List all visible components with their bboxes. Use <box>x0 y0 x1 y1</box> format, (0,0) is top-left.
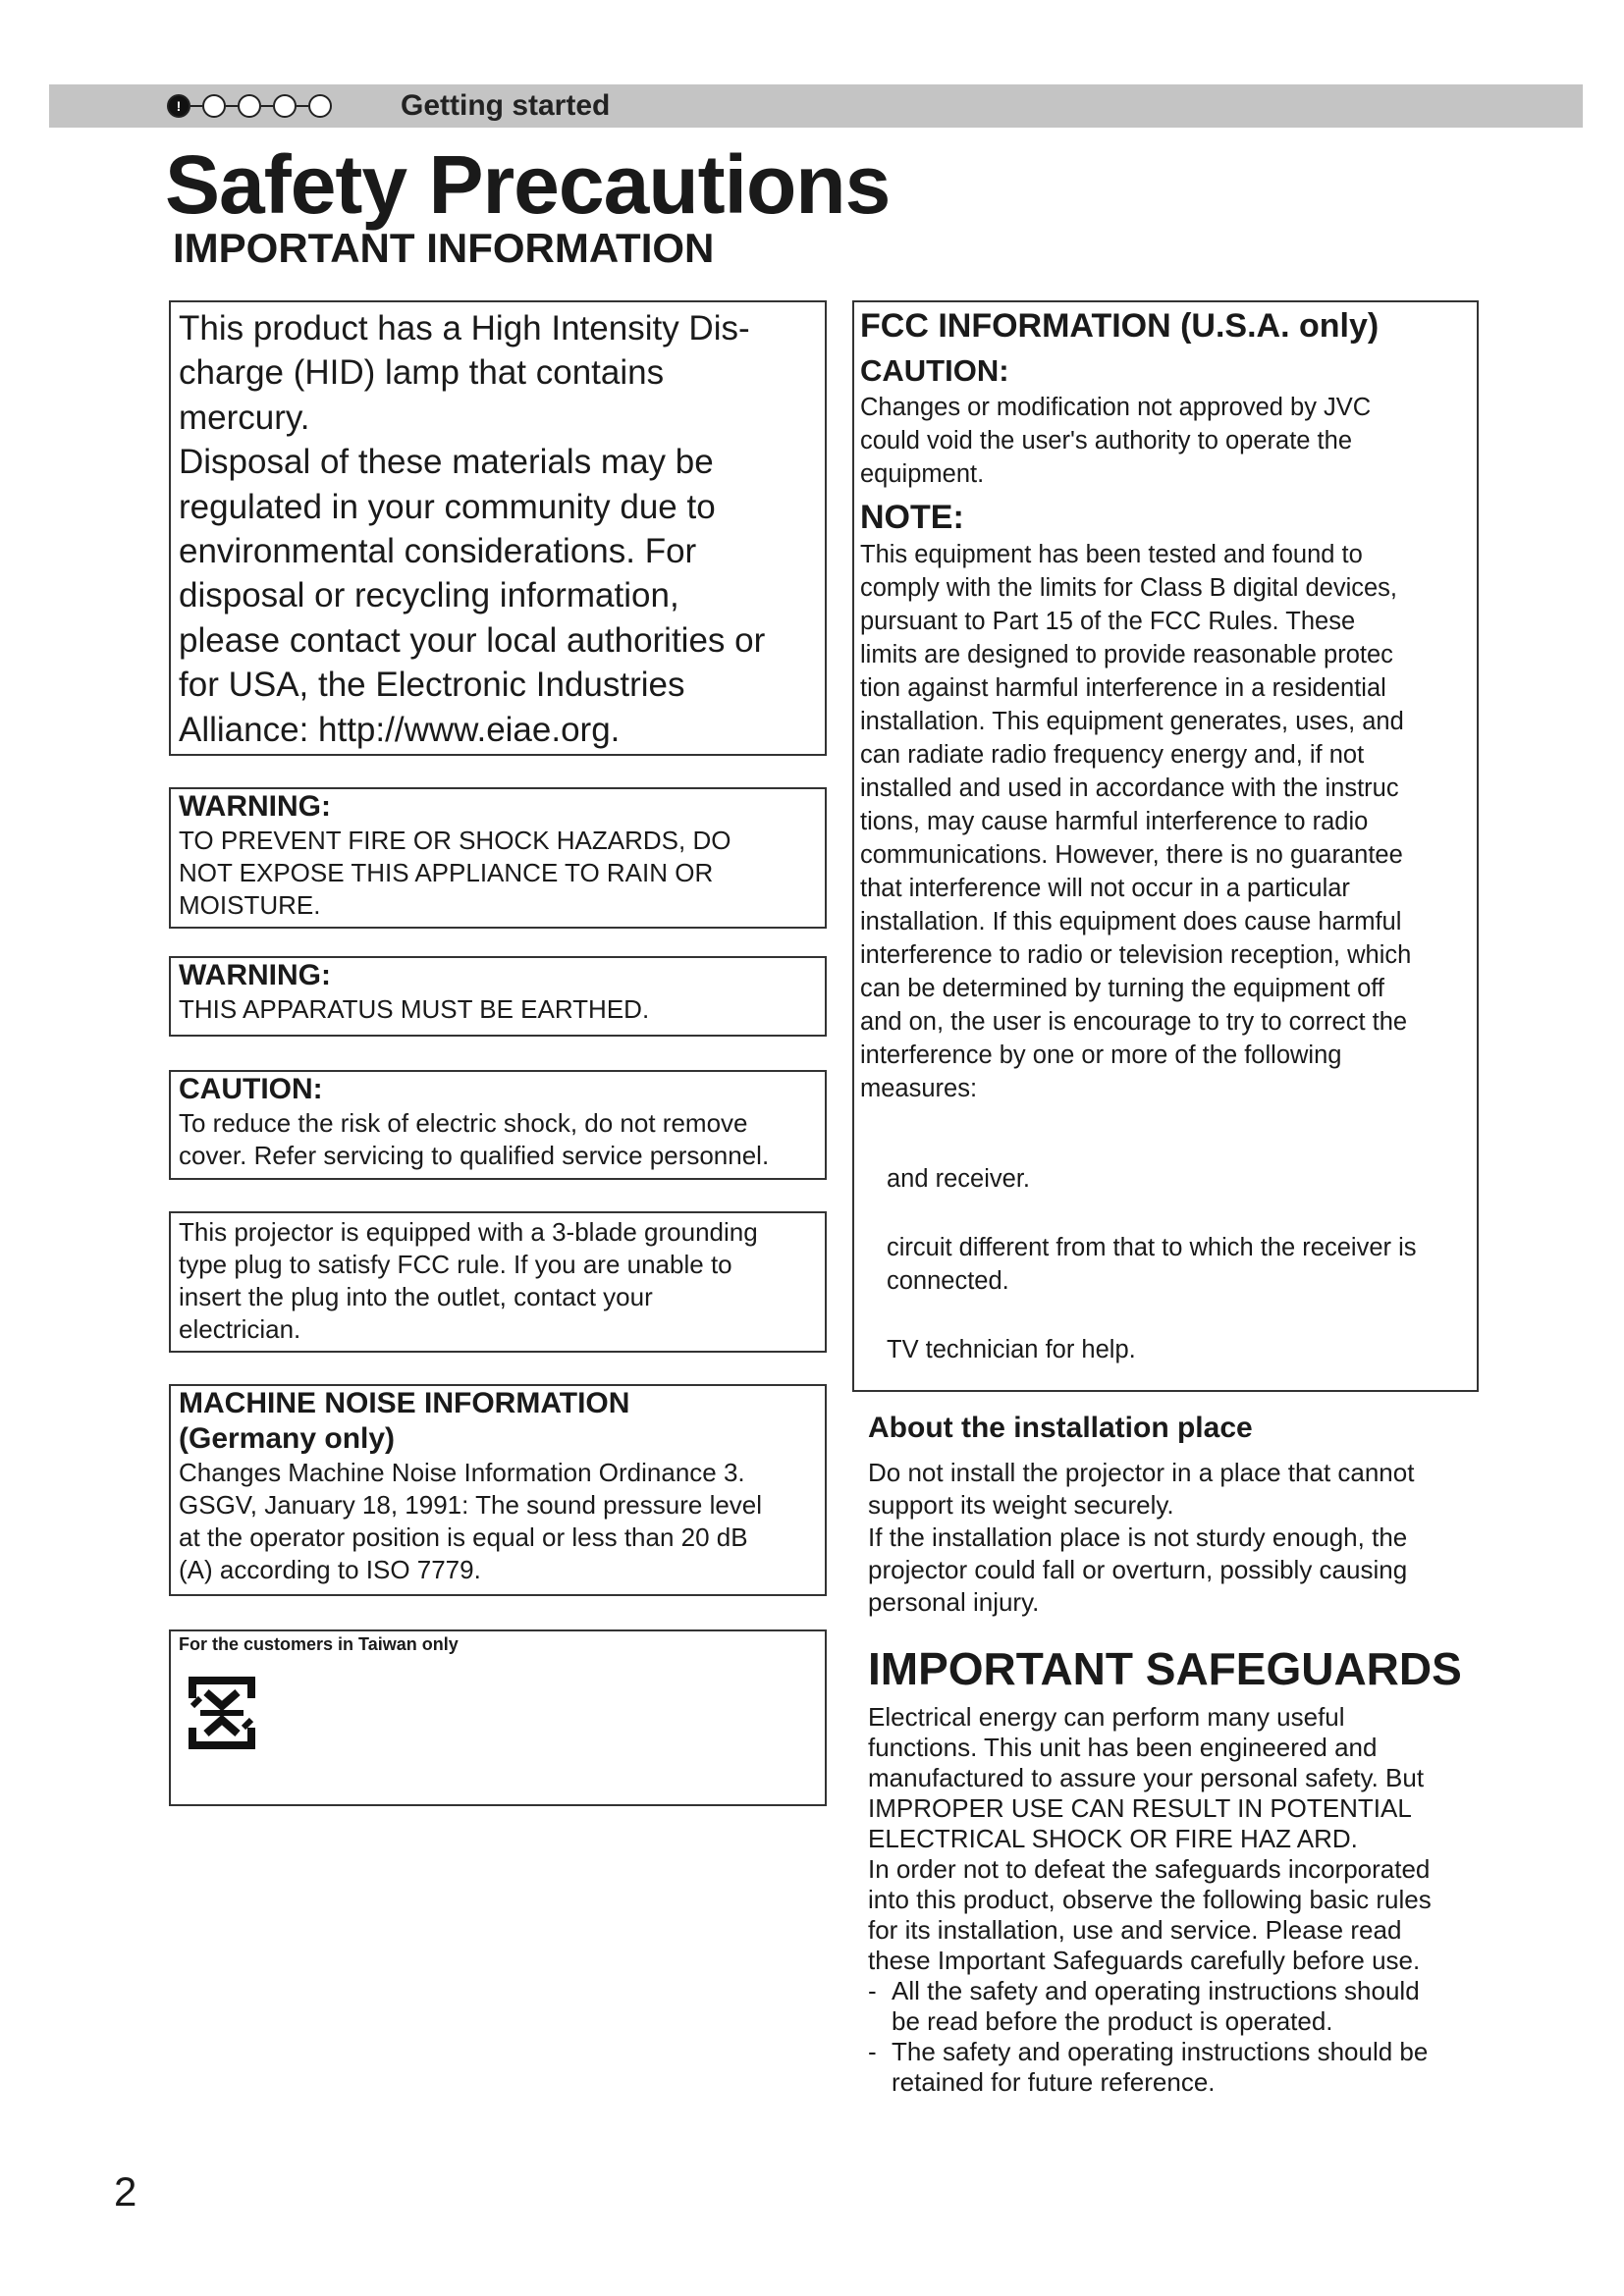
fcc-note-line: tion against harmful interference in a residential <box>860 674 1386 702</box>
fcc-measure-line: circuit different from that to which the receiver is <box>887 1234 1417 1261</box>
fcc-note-line: that interference will not occur in a particular <box>860 875 1350 902</box>
plug-line: electrician. <box>179 1314 301 1344</box>
step-indicator <box>308 94 332 118</box>
noise-line: (A) according to ISO 7779. <box>179 1555 481 1584</box>
safeguards-line: IMPROPER USE CAN RESULT IN POTENTIAL <box>868 1793 1412 1823</box>
safeguards-line: In order not to defeat the safeguards incorporated <box>868 1854 1431 1884</box>
installation-text <box>868 1457 1492 1619</box>
caution-heading: CAUTION: <box>179 1073 323 1105</box>
safeguards-line: functions. This unit has been engineered and <box>868 1733 1378 1762</box>
safeguards-line: Electrical energy can perform many useful <box>868 1702 1345 1732</box>
page-title: Safety Precautions <box>165 138 891 231</box>
fcc-note-line: can radiate radio frequency energy and, if not <box>860 741 1365 769</box>
safeguards-line: manufactured to assure your personal safety. But <box>868 1763 1425 1792</box>
notice-line: Alliance: http://www.eiae.org. <box>179 710 621 749</box>
page-number: 2 <box>114 2168 137 2215</box>
bullet-line: be read before the product is operated. <box>892 2006 1333 2036</box>
grounding-plug-notice <box>169 1211 827 1353</box>
step-connector <box>226 105 238 107</box>
notice-line: This product has a High Intensity Dis- <box>179 309 750 347</box>
fcc-note-line: limits are designed to provide reasonable protec <box>860 641 1393 668</box>
plug-line: This projector is equipped with a 3-blade grounding <box>179 1217 758 1247</box>
page-subtitle: IMPORTANT INFORMATION <box>173 225 715 271</box>
noise-heading: (Germany only) <box>179 1422 396 1455</box>
installation-heading: About the installation place <box>868 1412 1253 1444</box>
notice-line: disposal or recycling information, <box>179 576 679 615</box>
taiwan-recycle-box <box>169 1629 827 1806</box>
machine-noise-box <box>169 1384 827 1596</box>
noise-line: Changes Machine Noise Information Ordinance 3. <box>179 1458 745 1487</box>
installation-line: projector could fall or overturn, possibly causing <box>868 1555 1408 1584</box>
fcc-caution-line: could void the user's authority to operate the <box>860 427 1353 454</box>
noise-line: GSGV, January 18, 1991: The sound pressure level <box>179 1490 763 1520</box>
fcc-measure-line: TV technician for help. <box>887 1336 1136 1363</box>
notice-line: charge (HID) lamp that contains <box>179 353 665 393</box>
fcc-title: FCC INFORMATION (U.S.A. only) <box>860 307 1380 345</box>
installation-line: Do not install the projector in a place that cannot <box>868 1458 1415 1487</box>
safeguards-bullet <box>868 1976 1496 2037</box>
fcc-note-line: installation. This equipment generates, uses, and <box>860 708 1404 735</box>
warning-line: THIS APPARATUS MUST BE EARTHED. <box>179 994 650 1024</box>
fcc-note-line: interference to radio or television reception, which <box>860 941 1412 969</box>
fcc-caution-line: Changes or modification not approved by JVC <box>860 394 1372 421</box>
installation-line: personal injury. <box>868 1587 1040 1617</box>
safeguards-line: these Important Safeguards carefully before use. <box>868 1946 1421 1975</box>
fcc-note-line: installed and used in accordance with the instruc <box>860 774 1399 802</box>
fcc-note-line: interference by one or more of the following <box>860 1041 1342 1069</box>
notice-line: environmental considerations. For <box>179 532 697 571</box>
step-connector <box>190 105 202 107</box>
fcc-note-line: can be determined by turning the equipment off <box>860 975 1384 1002</box>
warning-line: NOT EXPOSE THIS APPLIANCE TO RAIN OR <box>179 858 714 887</box>
step-indicator <box>238 94 261 118</box>
fcc-note-heading: NOTE: <box>860 499 964 536</box>
hid-lamp-notice <box>169 300 827 756</box>
fcc-measure-line: connected. <box>887 1267 1009 1295</box>
fcc-information-box <box>852 300 1479 1392</box>
fcc-measure-item <box>887 1162 1471 1196</box>
bullet-dash: - <box>868 2037 877 2066</box>
warning-heading: WARNING: <box>179 959 331 991</box>
bullet-line: The safety and operating instructions should be <box>892 2037 1429 2066</box>
warning-line: MOISTURE. <box>179 890 321 920</box>
notice-line: mercury. <box>179 398 310 437</box>
warning-fire-box <box>169 787 827 929</box>
fcc-note-line: tions, may cause harmful interference to radio <box>860 808 1369 835</box>
bullet-line: retained for future reference. <box>892 2067 1216 2097</box>
safeguards-line: for its installation, use and service. Please read <box>868 1915 1402 1945</box>
caution-line: To reduce the risk of electric shock, do not remove <box>179 1108 748 1138</box>
safeguards-line: into this product, observe the following basic rules <box>868 1885 1432 1914</box>
step-marker: ! <box>176 98 182 114</box>
noise-line: at the operator position is equal or less than 20 dB <box>179 1522 748 1552</box>
safeguards-heading: IMPORTANT SAFEGUARDS <box>868 1643 1462 1694</box>
notice-line: regulated in your community due to <box>179 487 716 526</box>
bullet-line: All the safety and operating instructions should <box>892 1976 1420 2005</box>
warning-heading: WARNING: <box>179 790 331 823</box>
fcc-measure-line: and receiver. <box>887 1165 1031 1193</box>
fcc-note-line: communications. However, there is no guarantee <box>860 841 1403 869</box>
fcc-caution-heading: CAUTION: <box>860 353 1009 388</box>
section-label: Getting started <box>401 89 611 122</box>
recycle-icon <box>189 1677 255 1749</box>
fcc-measure-item <box>887 1231 1471 1298</box>
safeguards-line: ELECTRICAL SHOCK OR FIRE HAZ ARD. <box>868 1824 1358 1853</box>
noise-heading: MACHINE NOISE INFORMATION <box>179 1387 630 1419</box>
step-indicator-active <box>167 94 190 118</box>
notice-line: for USA, the Electronic Industries <box>179 666 685 705</box>
bullet-dash: - <box>868 1976 877 2005</box>
notice-line: Disposal of these materials may be <box>179 443 714 482</box>
plug-line: type plug to satisfy FCC rule. If you are unable to <box>179 1250 732 1279</box>
safeguards-text <box>868 1702 1496 2098</box>
taiwan-heading: For the customers in Taiwan only <box>179 1634 459 1654</box>
step-indicator <box>202 94 226 118</box>
fcc-note-line: measures: <box>860 1075 978 1102</box>
fcc-note-line: installation. If this equipment does cause harmful <box>860 908 1402 935</box>
notice-line: please contact your local authorities or <box>179 620 766 660</box>
step-connector <box>261 105 273 107</box>
fcc-note-line: This equipment has been tested and found to <box>860 541 1363 568</box>
fcc-note-line: comply with the limits for Class B digital devices, <box>860 574 1398 602</box>
step-connector <box>297 105 308 107</box>
fcc-caution-line: equipment. <box>860 460 985 488</box>
installation-line: support its weight securely. <box>868 1490 1174 1520</box>
step-indicator <box>273 94 297 118</box>
caution-cover-box <box>169 1070 827 1180</box>
safeguards-bullet <box>868 2037 1496 2098</box>
caution-line: cover. Refer servicing to qualified service personnel. <box>179 1141 770 1170</box>
fcc-measures-list <box>860 1162 1471 1366</box>
fcc-note-line: and on, the user is encourage to try to correct the <box>860 1008 1408 1036</box>
warning-line: TO PREVENT FIRE OR SHOCK HAZARDS, DO <box>179 826 731 855</box>
fcc-note-line: pursuant to Part 15 of the FCC Rules. These <box>860 608 1356 635</box>
warning-earth-box <box>169 956 827 1037</box>
plug-line: insert the plug into the outlet, contact your <box>179 1282 653 1311</box>
progress-steps <box>167 94 332 118</box>
installation-line: If the installation place is not sturdy enough, the <box>868 1522 1408 1552</box>
fcc-measure-item <box>887 1333 1471 1366</box>
